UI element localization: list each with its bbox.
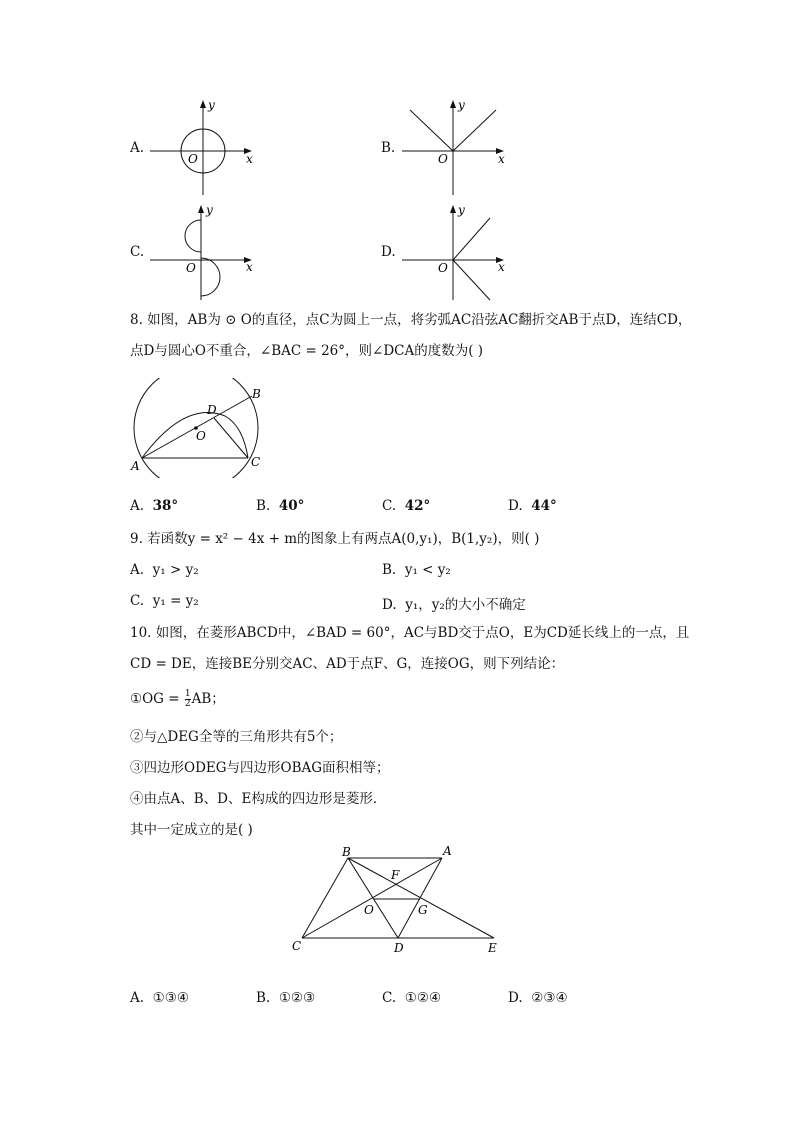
q8-figure [125,378,270,478]
option-letter: A. [130,140,145,156]
option-letter: C. [382,990,397,1006]
fraction-numerator: 1 [184,689,191,699]
label-g: G [418,903,428,917]
label-c: C [292,939,302,953]
x-label: x [246,260,253,274]
y-label: y [458,203,465,217]
origin-label: O [438,261,448,275]
y-label: y [206,203,213,217]
option-letter: A. [130,562,145,578]
option-value: 44° [531,498,557,514]
q8-stem-line1: 8. 如图，AB为 ⊙ O的直径，点C为圆上一点，将劣弧AC沿弦AC翻折交AB于点D，连结CD， [130,312,692,328]
q10-figure [290,842,510,957]
q10-option-b[interactable] [256,990,315,1006]
option-value: 40° [278,498,305,514]
label-b: B [342,845,351,859]
q8-stem-line2: 点D与圆心O不重合，∠BAC = 26°，则∠DCA的度数为( ) [130,343,484,359]
y-label: y [208,98,215,112]
label-e: E [488,941,497,955]
option-letter: A. [130,990,145,1006]
q8-option-c[interactable] [382,498,430,514]
q9-option-b[interactable] [382,562,451,578]
option-letter: B. [256,498,271,514]
option-letter: D. [508,498,523,514]
q10-option-a[interactable] [130,990,189,1006]
option-letter: B. [256,990,271,1006]
x-label: x [246,152,253,166]
option-letter: D. [381,244,396,260]
conclusion-prefix: ①OG = [130,691,184,707]
q10-stem-line1: 10. 如图，在菱形ABCD中，∠BAD = 60°，AC与BD交于点O，E为CD延长线上的一点，且 [130,625,690,641]
option-letter: C. [382,498,397,514]
label-d: D [207,403,217,417]
q10-stem-line2: CD = DE，连接BE分别交AC、AD于点F、G，连接OG，则下列结论： [130,656,565,672]
q10-conclusion-3: ③四边形ODEG与四边形OBAG面积相等； [130,760,390,776]
y-label: y [458,98,465,112]
q9-option-a[interactable] [130,562,199,578]
option-letter: C. [130,244,145,260]
option-value: y₁ < y₂ [404,562,451,578]
option-value: 38° [152,498,179,514]
label-c: C [251,455,261,469]
label-a: A [131,459,140,473]
x-label: x [498,152,505,166]
q10-option-d[interactable] [508,990,568,1006]
q10-ask: 其中一定成立的是( ) [130,822,253,838]
origin-label: O [186,261,196,275]
option-value: ①②④ [404,990,442,1006]
q9-option-c[interactable] [130,593,199,609]
q10-conclusion-1 [130,690,225,709]
fraction-denominator: 2 [184,699,191,709]
q8-option-b[interactable] [256,498,304,514]
graph-semicircles [148,200,260,302]
conclusion-suffix: AB； [191,691,225,707]
label-o: O [196,429,206,443]
option-letter: C. [130,593,145,609]
graph-circle [148,95,260,200]
option-value: ①③④ [152,990,189,1006]
option-value: 42° [404,498,431,514]
q8-option-a[interactable] [130,498,178,514]
option-letter: D. [382,597,397,613]
origin-label: O [188,152,198,166]
q8-option-d[interactable] [508,498,557,514]
option-letter: D. [508,990,523,1006]
q9-option-d[interactable] [382,593,526,613]
q10-conclusion-4: ④由点A、B、D、E构成的四边形是菱形． [130,791,387,807]
label-a: A [443,844,452,858]
label-b: B [252,387,261,401]
option-letter: B. [382,562,397,578]
option-value: ①②③ [278,990,316,1006]
q10-option-c[interactable] [382,990,441,1006]
label-o: O [364,903,374,917]
option-letter: B. [381,140,396,156]
fraction [185,690,191,709]
option-value: ②③④ [531,990,568,1006]
x-label: x [498,260,505,274]
graph-rays [400,200,512,302]
q9-stem: 9. 若函数y = x² − 4x + m的图象上有两点A(0,y₁)，B(1,y₂)，则( ) [130,531,540,547]
option-value: y₁ > y₂ [152,562,199,578]
option-letter: A. [130,498,145,514]
option-value: y₁，y₂的大小不确定 [405,597,526,613]
graph-abs-value [400,95,512,200]
label-d: D [394,941,404,955]
option-value: y₁ = y₂ [152,593,199,609]
q10-conclusion-2: ②与△DEG全等的三角形共有5个； [130,729,343,745]
label-f: F [391,868,400,882]
origin-label: O [438,152,448,166]
